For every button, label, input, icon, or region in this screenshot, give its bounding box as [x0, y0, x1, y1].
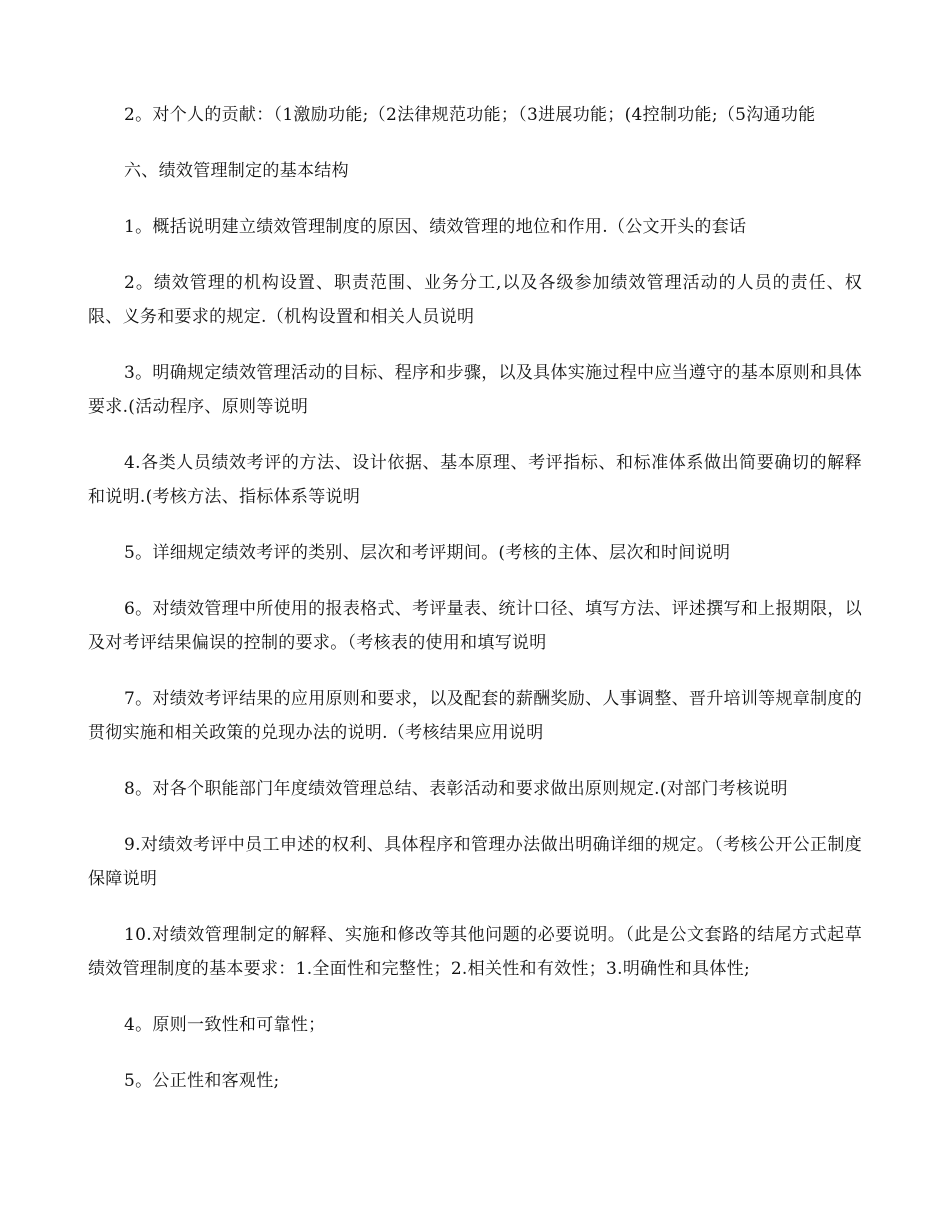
paragraph-item-7: 7。对绩效考评结果的应用原则和要求，以及配套的薪酬奖励、人事调整、晋升培训等规章制度的贯彻实施和相关政策的兑现办法的说明.（考核结果应用说明: [88, 689, 862, 743]
paragraph-item-8: 8。对各个职能部门年度绩效管理总结、表彰活动和要求做出原则规定.(对部门考核说明: [124, 779, 788, 799]
paragraph-item-10: 10.对绩效管理制定的解释、实施和修改等其他问题的必要说明。（此是公文套路的结尾方式起草绩效管理制度的基本要求：1.全面性和完整性；2.相关性和有效性；3.明确性和具体性;: [88, 925, 862, 979]
paragraph-requirement-5: 5。公正性和客观性;: [124, 1071, 280, 1091]
paragraph-item-1: 1。概括说明建立绩效管理制度的原因、绩效管理的地位和作用.（公文开头的套话: [124, 217, 747, 237]
paragraph-item-6: 6。对绩效管理中所使用的报表格式、考评量表、统计口径、填写方法、评述撰写和上报期限，以及对考评结果偏误的控制的要求。（考核表的使用和填写说明: [88, 599, 862, 653]
paragraph-item-4: 4.各类人员绩效考评的方法、设计依据、基本原理、考评指标、和标准体系做出简要确切的解释和说明.(考核方法、指标体系等说明: [88, 453, 862, 507]
paragraph-item-3: 3。明确规定绩效管理活动的目标、程序和步骤，以及具体实施过程中应当遵守的基本原则和具体要求.(活动程序、原则等说明: [88, 363, 862, 417]
paragraph-item-5: 5。详细规定绩效考评的类别、层次和考评期间。(考核的主体、层次和时间说明: [124, 543, 731, 563]
paragraph-personal-contribution: 2。对个人的贡献：（1激励功能;（2法律规范功能；（3进展功能；(4控制功能;（5沟通功能: [124, 105, 816, 125]
section-heading-basic-structure: 六、绩效管理制定的基本结构: [124, 161, 349, 181]
paragraph-item-9: 9.对绩效考评中员工申述的权利、具体程序和管理办法做出明确详细的规定。（考核公开公正制度保障说明: [88, 835, 862, 889]
paragraph-item-2: 2。绩效管理的机构设置、职责范围、业务分工,以及各级参加绩效管理活动的人员的责任、权限、义务和要求的规定.（机构设置和相关人员说明: [88, 273, 862, 327]
paragraph-requirement-4: 4。原则一致性和可靠性；: [124, 1015, 326, 1035]
